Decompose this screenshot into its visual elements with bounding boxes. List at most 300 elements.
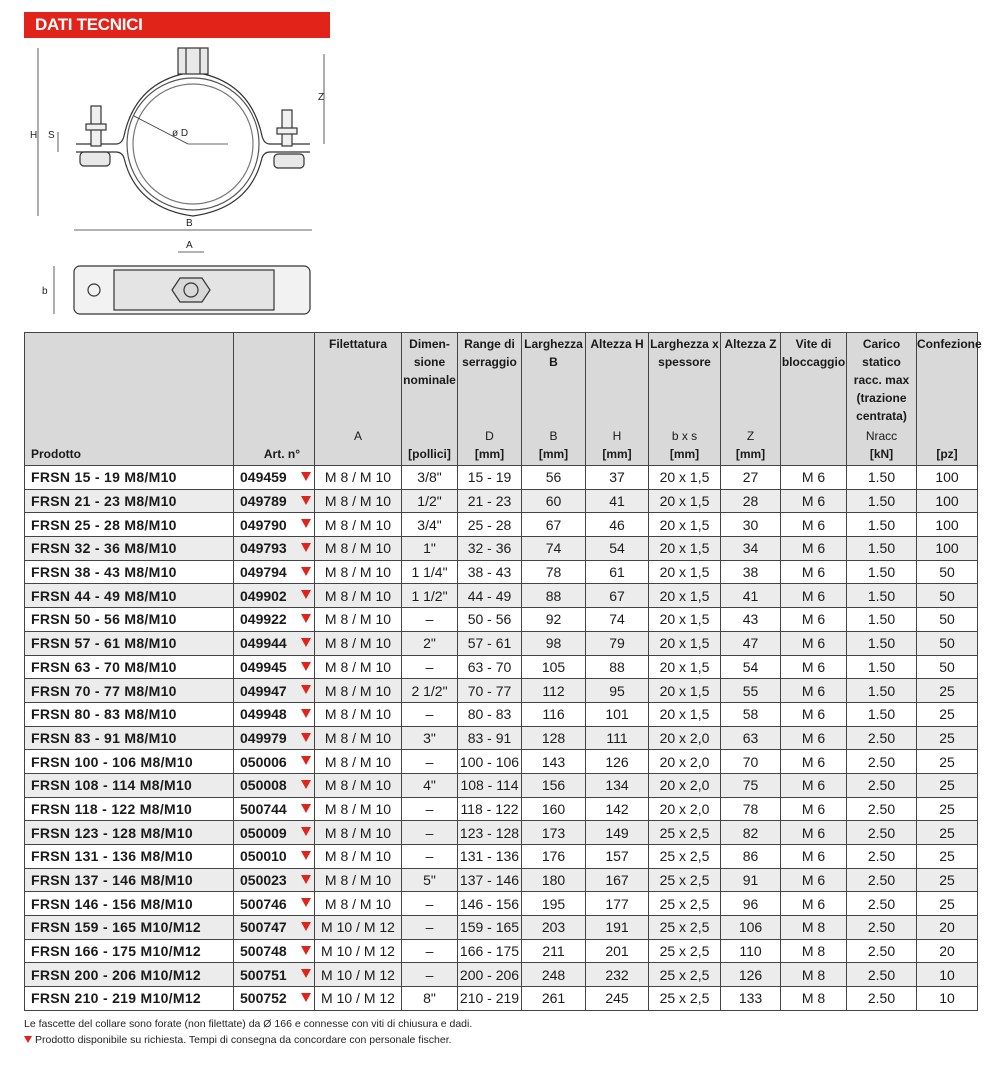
- table-row: [25, 963, 978, 987]
- on-request-marker-icon: [301, 875, 311, 884]
- cell-vite-bloccaggio: M 6: [781, 773, 847, 797]
- cell-confezione: 25: [917, 797, 978, 821]
- cell-range-serraggio: 108 - 114: [458, 773, 522, 797]
- cell-vite-bloccaggio: M 8: [781, 987, 847, 1011]
- table-row: [25, 726, 978, 750]
- cell-prodotto: FRSN 137 - 146 M8/M10: [25, 868, 234, 892]
- cell-larghezza-spessore: 20 x 2,0: [649, 797, 721, 821]
- cell-dimensione-nominale: 1": [402, 537, 458, 561]
- header-symbol: D: [485, 429, 494, 443]
- cell-dimensione-nominale: 4": [402, 773, 458, 797]
- cell-larghezza-spessore: 20 x 1,5: [649, 560, 721, 584]
- cell-altezza-h: 111: [586, 726, 649, 750]
- table-row: [25, 537, 978, 561]
- table-row: [25, 892, 978, 916]
- on-request-marker-icon: [301, 496, 311, 505]
- on-request-marker-icon: [301, 993, 311, 1002]
- art-number: 500747: [240, 919, 287, 936]
- cell-altezza-z: 27: [721, 466, 781, 490]
- table-row: [25, 773, 978, 797]
- cell-altezza-h: 201: [586, 939, 649, 963]
- cell-altezza-z: 82: [721, 821, 781, 845]
- cell-larghezza-b: 60: [522, 489, 586, 513]
- cell-altezza-z: 28: [721, 489, 781, 513]
- cell-art-no: [234, 560, 315, 584]
- footnote-on-request-text: Prodotto disponibile su richiesta. Tempi di consegna da concordare con personale fischer.: [35, 1034, 452, 1046]
- cell-confezione: 10: [917, 963, 978, 987]
- cell-filettatura: M 8 / M 10: [315, 584, 402, 608]
- cell-altezza-h: 126: [586, 750, 649, 774]
- cell-filettatura: M 10 / M 12: [315, 963, 402, 987]
- table-row: [25, 987, 978, 1011]
- cell-larghezza-b: 160: [522, 797, 586, 821]
- cell-carico-statico: 2.50: [847, 773, 917, 797]
- cell-altezza-h: 134: [586, 773, 649, 797]
- cell-range-serraggio: 83 - 91: [458, 726, 522, 750]
- art-number: 050006: [240, 753, 287, 770]
- cell-vite-bloccaggio: M 6: [781, 513, 847, 537]
- cell-range-serraggio: 166 - 175: [458, 939, 522, 963]
- cell-altezza-h: 88: [586, 655, 649, 679]
- cell-carico-statico: 2.50: [847, 987, 917, 1011]
- cell-confezione: 25: [917, 868, 978, 892]
- cell-range-serraggio: 146 - 156: [458, 892, 522, 916]
- cell-prodotto: FRSN 131 - 136 M8/M10: [25, 845, 234, 869]
- cell-dimensione-nominale: –: [402, 655, 458, 679]
- cell-larghezza-b: 98: [522, 631, 586, 655]
- cell-range-serraggio: 57 - 61: [458, 631, 522, 655]
- cell-carico-statico: 2.50: [847, 797, 917, 821]
- cell-dimensione-nominale: –: [402, 608, 458, 632]
- on-request-marker-icon: [301, 567, 311, 576]
- header-label: Filettatura: [328, 337, 387, 351]
- cell-larghezza-b: 261: [522, 987, 586, 1011]
- cell-filettatura: M 8 / M 10: [315, 845, 402, 869]
- header-unit: Prodotto: [31, 447, 81, 461]
- cell-dimensione-nominale: –: [402, 963, 458, 987]
- on-request-marker-icon: [24, 1036, 32, 1043]
- cell-range-serraggio: 100 - 106: [458, 750, 522, 774]
- cell-dimensione-nominale: 1 1/2": [402, 584, 458, 608]
- art-number: 500748: [240, 943, 287, 960]
- cell-filettatura: M 8 / M 10: [315, 868, 402, 892]
- cell-prodotto: FRSN 70 - 77 M8/M10: [25, 679, 234, 703]
- cell-larghezza-spessore: 25 x 2,5: [649, 845, 721, 869]
- cell-larghezza-b: 74: [522, 537, 586, 561]
- cell-confezione: 25: [917, 845, 978, 869]
- cell-art-no: [234, 466, 315, 490]
- cell-confezione: 50: [917, 608, 978, 632]
- on-request-marker-icon: [301, 733, 311, 742]
- header-label: Confezione: [917, 337, 982, 351]
- table-row: [25, 845, 978, 869]
- table-row: [25, 750, 978, 774]
- cell-larghezza-b: 248: [522, 963, 586, 987]
- cell-altezza-h: 46: [586, 513, 649, 537]
- cell-larghezza-b: 105: [522, 655, 586, 679]
- cell-art-no: [234, 584, 315, 608]
- cell-confezione: 25: [917, 702, 978, 726]
- cell-prodotto: FRSN 25 - 28 M8/M10: [25, 513, 234, 537]
- cell-larghezza-spessore: 20 x 2,0: [649, 750, 721, 774]
- cell-art-no: [234, 821, 315, 845]
- header-larghezza-spessore: [649, 333, 721, 466]
- cell-altezza-h: 41: [586, 489, 649, 513]
- cell-carico-statico: 1.50: [847, 608, 917, 632]
- cell-altezza-h: 54: [586, 537, 649, 561]
- header-symbol: B: [549, 429, 558, 443]
- art-number: 050009: [240, 824, 287, 841]
- cell-carico-statico: 1.50: [847, 513, 917, 537]
- technical-data-table: [24, 332, 982, 1011]
- cell-larghezza-b: 88: [522, 584, 586, 608]
- cell-altezza-h: 67: [586, 584, 649, 608]
- cell-prodotto: FRSN 21 - 23 M8/M10: [25, 489, 234, 513]
- header-filettatura: [315, 333, 402, 466]
- cell-dimensione-nominale: 1 1/4": [402, 560, 458, 584]
- on-request-marker-icon: [301, 709, 311, 718]
- cell-carico-statico: 2.50: [847, 750, 917, 774]
- cell-vite-bloccaggio: M 6: [781, 560, 847, 584]
- header-range-serraggio: [458, 333, 522, 466]
- cell-dimensione-nominale: –: [402, 916, 458, 940]
- cell-range-serraggio: 131 - 136: [458, 845, 522, 869]
- cell-filettatura: M 8 / M 10: [315, 821, 402, 845]
- art-number: 500746: [240, 895, 287, 912]
- cell-vite-bloccaggio: M 6: [781, 750, 847, 774]
- on-request-marker-icon: [301, 590, 311, 599]
- header-label: Dimen-sione nominale: [403, 337, 456, 387]
- cell-larghezza-spessore: 20 x 2,0: [649, 726, 721, 750]
- cell-larghezza-b: 116: [522, 702, 586, 726]
- art-number: 049794: [240, 564, 287, 581]
- cell-larghezza-b: 173: [522, 821, 586, 845]
- table-row: [25, 560, 978, 584]
- dim-label-d: ø D: [172, 128, 189, 139]
- cell-altezza-z: 58: [721, 702, 781, 726]
- cell-altezza-z: 34: [721, 537, 781, 561]
- cell-altezza-h: 245: [586, 987, 649, 1011]
- cell-confezione: 25: [917, 679, 978, 703]
- cell-vite-bloccaggio: M 6: [781, 608, 847, 632]
- cell-altezza-z: 30: [721, 513, 781, 537]
- on-request-marker-icon: [301, 543, 311, 552]
- cell-larghezza-b: 112: [522, 679, 586, 703]
- cell-carico-statico: 1.50: [847, 584, 917, 608]
- cell-dimensione-nominale: 8": [402, 987, 458, 1011]
- cell-prodotto: FRSN 32 - 36 M8/M10: [25, 537, 234, 561]
- cell-range-serraggio: 50 - 56: [458, 608, 522, 632]
- header-vite-bloccaggio: [781, 333, 847, 466]
- cell-confezione: 100: [917, 489, 978, 513]
- on-request-marker-icon: [301, 638, 311, 647]
- cell-vite-bloccaggio: M 6: [781, 489, 847, 513]
- header-art-no: [234, 333, 315, 466]
- cell-filettatura: M 8 / M 10: [315, 726, 402, 750]
- cell-larghezza-spessore: 25 x 2,5: [649, 963, 721, 987]
- cell-carico-statico: 1.50: [847, 702, 917, 726]
- header-prodotto: [25, 333, 234, 466]
- cell-larghezza-spessore: 25 x 2,5: [649, 916, 721, 940]
- cell-altezza-z: 41: [721, 584, 781, 608]
- cell-filettatura: M 8 / M 10: [315, 608, 402, 632]
- cell-confezione: 10: [917, 987, 978, 1011]
- cell-prodotto: FRSN 100 - 106 M8/M10: [25, 750, 234, 774]
- cell-altezza-z: 43: [721, 608, 781, 632]
- header-unit: Art. n°: [263, 447, 300, 461]
- cell-prodotto: FRSN 57 - 61 M8/M10: [25, 631, 234, 655]
- cell-altezza-z: 126: [721, 963, 781, 987]
- cell-larghezza-spessore: 25 x 2,5: [649, 868, 721, 892]
- cell-confezione: 25: [917, 821, 978, 845]
- cell-dimensione-nominale: 2 1/2": [402, 679, 458, 703]
- cell-larghezza-spessore: 25 x 2,5: [649, 987, 721, 1011]
- cell-dimensione-nominale: 3/4": [402, 513, 458, 537]
- table-row: [25, 584, 978, 608]
- on-request-marker-icon: [301, 922, 311, 931]
- cell-range-serraggio: 38 - 43: [458, 560, 522, 584]
- cell-vite-bloccaggio: M 6: [781, 466, 847, 490]
- cell-vite-bloccaggio: M 6: [781, 821, 847, 845]
- cell-filettatura: M 10 / M 12: [315, 939, 402, 963]
- cell-art-no: [234, 773, 315, 797]
- header-symbol: b x s: [671, 429, 698, 443]
- cell-dimensione-nominale: –: [402, 797, 458, 821]
- cell-confezione: 50: [917, 655, 978, 679]
- cell-carico-statico: 2.50: [847, 845, 917, 869]
- header-symbol: A: [353, 429, 362, 443]
- cell-confezione: 25: [917, 773, 978, 797]
- cell-confezione: 25: [917, 726, 978, 750]
- cell-range-serraggio: 44 - 49: [458, 584, 522, 608]
- on-request-marker-icon: [301, 519, 311, 528]
- cell-range-serraggio: 118 - 122: [458, 797, 522, 821]
- cell-art-no: [234, 631, 315, 655]
- cell-carico-statico: 2.50: [847, 892, 917, 916]
- cell-altezza-h: 142: [586, 797, 649, 821]
- cell-altezza-h: 149: [586, 821, 649, 845]
- cell-vite-bloccaggio: M 6: [781, 868, 847, 892]
- cell-altezza-h: 74: [586, 608, 649, 632]
- cell-dimensione-nominale: 5": [402, 868, 458, 892]
- cell-larghezza-b: 128: [522, 726, 586, 750]
- cell-altezza-h: 191: [586, 916, 649, 940]
- table-header-row: [25, 333, 978, 466]
- cell-altezza-z: 47: [721, 631, 781, 655]
- cell-art-no: [234, 608, 315, 632]
- cell-filettatura: M 10 / M 12: [315, 987, 402, 1011]
- art-number: 500744: [240, 800, 287, 817]
- header-label: Altezza Z: [724, 337, 777, 351]
- cell-altezza-z: 70: [721, 750, 781, 774]
- header-label: Altezza H: [590, 337, 644, 351]
- cell-confezione: 100: [917, 537, 978, 561]
- cell-art-no: [234, 750, 315, 774]
- cell-confezione: 25: [917, 750, 978, 774]
- dim-label-b: B: [186, 218, 193, 229]
- cell-carico-statico: 1.50: [847, 631, 917, 655]
- cell-range-serraggio: 210 - 219: [458, 987, 522, 1011]
- cell-larghezza-b: 56: [522, 466, 586, 490]
- cell-larghezza-spessore: 20 x 1,5: [649, 679, 721, 703]
- cell-altezza-z: 75: [721, 773, 781, 797]
- on-request-marker-icon: [301, 851, 311, 860]
- cell-dimensione-nominale: 2": [402, 631, 458, 655]
- clamp-technical-drawing: [18, 40, 338, 320]
- cell-filettatura: M 8 / M 10: [315, 655, 402, 679]
- header-altezza-h: [586, 333, 649, 466]
- cell-range-serraggio: 21 - 23: [458, 489, 522, 513]
- cell-filettatura: M 8 / M 10: [315, 489, 402, 513]
- table-row: [25, 466, 978, 490]
- cell-altezza-z: 133: [721, 987, 781, 1011]
- cell-confezione: 50: [917, 631, 978, 655]
- cell-confezione: 100: [917, 513, 978, 537]
- header-altezza-z: [721, 333, 781, 466]
- cell-altezza-h: 95: [586, 679, 649, 703]
- cell-vite-bloccaggio: M 6: [781, 584, 847, 608]
- cell-larghezza-spessore: 20 x 1,5: [649, 489, 721, 513]
- cell-dimensione-nominale: –: [402, 892, 458, 916]
- cell-art-no: [234, 702, 315, 726]
- header-unit: [mm]: [735, 447, 766, 461]
- cell-prodotto: FRSN 108 - 114 M8/M10: [25, 773, 234, 797]
- cell-art-no: [234, 845, 315, 869]
- cell-filettatura: M 8 / M 10: [315, 513, 402, 537]
- cell-range-serraggio: 200 - 206: [458, 963, 522, 987]
- cell-larghezza-spessore: 20 x 1,5: [649, 584, 721, 608]
- cell-range-serraggio: 15 - 19: [458, 466, 522, 490]
- header-label: Larghezza B: [524, 337, 583, 369]
- on-request-marker-icon: [301, 685, 311, 694]
- cell-prodotto: FRSN 44 - 49 M8/M10: [25, 584, 234, 608]
- cell-larghezza-b: 176: [522, 845, 586, 869]
- header-unit: [mm]: [602, 447, 632, 461]
- header-unit: [kN]: [869, 447, 894, 461]
- table-body: [25, 466, 978, 1011]
- cell-dimensione-nominale: 3/8": [402, 466, 458, 490]
- header-label: Vite di bloccaggio: [781, 337, 846, 369]
- footnote-on-request: [24, 1034, 452, 1046]
- art-number: 049945: [240, 658, 287, 675]
- cell-altezza-z: 96: [721, 892, 781, 916]
- art-number: 049789: [240, 493, 287, 510]
- art-number: 049944: [240, 635, 287, 652]
- cell-vite-bloccaggio: M 6: [781, 845, 847, 869]
- cell-larghezza-b: 78: [522, 560, 586, 584]
- dim-label-a: A: [186, 240, 193, 251]
- cell-filettatura: M 8 / M 10: [315, 892, 402, 916]
- art-number: 049979: [240, 729, 287, 746]
- cell-altezza-z: 38: [721, 560, 781, 584]
- cell-filettatura: M 8 / M 10: [315, 537, 402, 561]
- cell-larghezza-b: 180: [522, 868, 586, 892]
- art-number: 050023: [240, 872, 287, 889]
- cell-carico-statico: 2.50: [847, 963, 917, 987]
- cell-range-serraggio: 137 - 146: [458, 868, 522, 892]
- cell-larghezza-spessore: 20 x 1,5: [649, 702, 721, 726]
- cell-larghezza-spessore: 20 x 1,5: [649, 608, 721, 632]
- header-label: Carico statico racc. max (trazione centrata): [853, 337, 910, 423]
- cell-art-no: [234, 892, 315, 916]
- cell-range-serraggio: 80 - 83: [458, 702, 522, 726]
- cell-range-serraggio: 123 - 128: [458, 821, 522, 845]
- cell-prodotto: FRSN 38 - 43 M8/M10: [25, 560, 234, 584]
- cell-art-no: [234, 939, 315, 963]
- table-row: [25, 631, 978, 655]
- cell-vite-bloccaggio: M 8: [781, 963, 847, 987]
- footnote-drilled: Le fascette del collare sono forate (non filettate) da Ø 166 e connesse con viti di chiusura e dadi.: [24, 1018, 473, 1030]
- cell-carico-statico: 1.50: [847, 655, 917, 679]
- cell-altezza-z: 91: [721, 868, 781, 892]
- art-number: 500751: [240, 966, 287, 983]
- cell-dimensione-nominale: –: [402, 939, 458, 963]
- art-number: 049947: [240, 682, 287, 699]
- table-row: [25, 702, 978, 726]
- cell-larghezza-spessore: 25 x 2,5: [649, 892, 721, 916]
- cell-filettatura: M 8 / M 10: [315, 702, 402, 726]
- on-request-marker-icon: [301, 780, 311, 789]
- art-number: 050010: [240, 848, 287, 865]
- cell-confezione: 20: [917, 916, 978, 940]
- cell-filettatura: M 8 / M 10: [315, 679, 402, 703]
- table-row: [25, 655, 978, 679]
- cell-altezza-h: 37: [586, 466, 649, 490]
- header-symbol: Nracc: [865, 429, 898, 443]
- cell-altezza-h: 61: [586, 560, 649, 584]
- cell-altezza-z: 55: [721, 679, 781, 703]
- cell-carico-statico: 2.50: [847, 868, 917, 892]
- on-request-marker-icon: [301, 756, 311, 765]
- header-symbol: Z: [746, 429, 755, 443]
- cell-prodotto: FRSN 210 - 219 M10/M12: [25, 987, 234, 1011]
- cell-prodotto: FRSN 159 - 165 M10/M12: [25, 916, 234, 940]
- cell-art-no: [234, 679, 315, 703]
- cell-larghezza-b: 156: [522, 773, 586, 797]
- cell-confezione: 25: [917, 892, 978, 916]
- cell-filettatura: M 10 / M 12: [315, 916, 402, 940]
- cell-altezza-z: 110: [721, 939, 781, 963]
- art-number: 050008: [240, 777, 287, 794]
- header-unit: [pz]: [936, 447, 958, 461]
- cell-larghezza-spessore: 20 x 1,5: [649, 513, 721, 537]
- art-number: 049922: [240, 611, 287, 628]
- cell-vite-bloccaggio: M 6: [781, 726, 847, 750]
- cell-carico-statico: 2.50: [847, 939, 917, 963]
- section-title: DATI TECNICI: [35, 15, 143, 34]
- cell-larghezza-spessore: 20 x 1,5: [649, 466, 721, 490]
- cell-altezza-h: 79: [586, 631, 649, 655]
- cell-vite-bloccaggio: M 6: [781, 655, 847, 679]
- on-request-marker-icon: [301, 614, 311, 623]
- cell-vite-bloccaggio: M 6: [781, 679, 847, 703]
- table-row: [25, 489, 978, 513]
- cell-prodotto: FRSN 63 - 70 M8/M10: [25, 655, 234, 679]
- cell-vite-bloccaggio: M 6: [781, 537, 847, 561]
- cell-art-no: [234, 513, 315, 537]
- cell-dimensione-nominale: –: [402, 821, 458, 845]
- cell-vite-bloccaggio: M 8: [781, 939, 847, 963]
- cell-larghezza-b: 67: [522, 513, 586, 537]
- cell-art-no: [234, 916, 315, 940]
- cell-confezione: 100: [917, 466, 978, 490]
- cell-filettatura: M 8 / M 10: [315, 750, 402, 774]
- header-symbol: H: [612, 429, 622, 443]
- header-unit: [mm]: [538, 447, 569, 461]
- dim-label-z: Z: [318, 92, 325, 103]
- cell-larghezza-spessore: 25 x 2,5: [649, 821, 721, 845]
- cell-dimensione-nominale: 1/2": [402, 489, 458, 513]
